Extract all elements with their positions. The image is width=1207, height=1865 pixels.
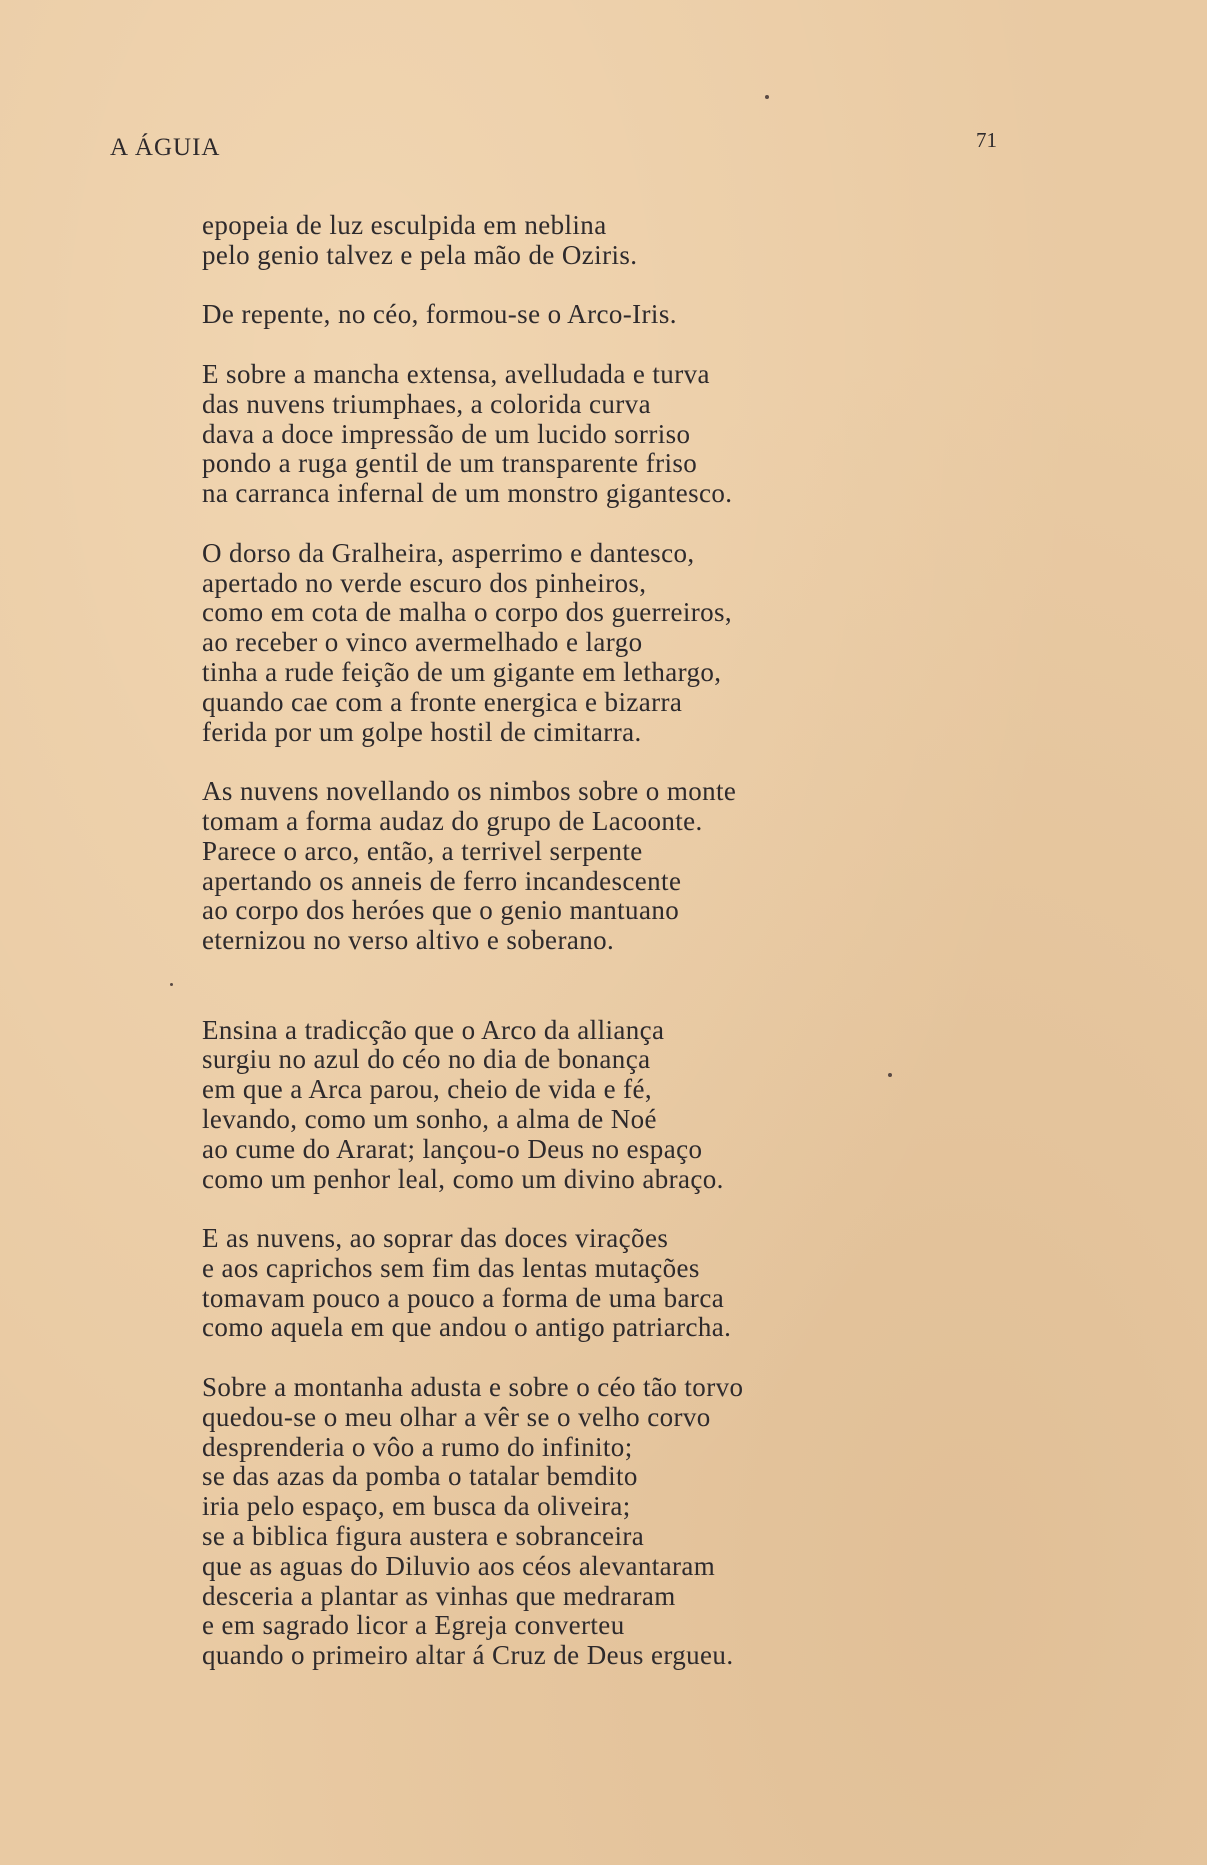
stanza	[202, 1016, 1102, 1195]
poem-line: ao cume do Ararat; lançou-o Deus no espaço	[202, 1133, 703, 1164]
poem-line: se das azas da pomba o tatalar bemdito	[202, 1461, 638, 1492]
poem-line: como em cota de malha o corpo dos guerreiros,	[202, 597, 733, 628]
poem-line: em que a Arca parou, cheio de vida e fé,	[202, 1074, 653, 1105]
stanza	[202, 211, 1102, 271]
poem-line: se a biblica figura austera e sobranceira	[202, 1521, 645, 1552]
poem-line: iria pelo espaço, em busca da oliveira;	[202, 1491, 631, 1522]
poem-line: tomam a forma audaz do grupo de Lacoonte.	[202, 805, 703, 836]
stanza	[202, 539, 1102, 748]
stanza	[202, 360, 1102, 509]
paper-speck	[765, 95, 769, 99]
poem-line: pondo a ruga gentil de um transparente friso	[202, 448, 698, 479]
poem-line: quando o primeiro altar á Cruz de Deus ergueu.	[202, 1640, 734, 1671]
stanza	[202, 1224, 1102, 1343]
running-header: A ÁGUIA	[110, 134, 221, 161]
poem-line: eternizou no verso altivo e soberano.	[202, 925, 615, 956]
poem-line: E as nuvens, ao soprar das doces virações	[202, 1223, 669, 1254]
poem-line: epopeia de luz esculpida em neblina	[202, 210, 607, 240]
poem-line: ao receber o vinco avermelhado e largo	[202, 627, 643, 658]
poem-line: dava a doce impressão de um lucido sorriso	[202, 418, 691, 449]
poem-line: quedou-se o meu olhar a vêr se o velho corvo	[202, 1401, 711, 1432]
poem-line: como um penhor leal, como um divino abraço.	[202, 1163, 724, 1194]
poem-line: surgiu no azul do céo no dia de bonança	[202, 1044, 651, 1075]
paper-speck	[170, 983, 173, 986]
poem-line: na carranca infernal de um monstro gigantesco.	[202, 478, 733, 509]
poem-line: O dorso da Gralheira, asperrimo e dantesco,	[202, 537, 695, 568]
poem-line: tomavam pouco a pouco a forma de uma barca	[202, 1282, 725, 1313]
poem-line: pelo genio talvez e pela mão de Oziris.	[202, 239, 638, 270]
poem-line: As nuvens novellando os nimbos sobre o monte	[202, 776, 737, 807]
poem-line: das nuvens triumphaes, a colorida curva	[202, 388, 651, 419]
poem-line: De repente, no céo, formou-se o Arco-Iris.	[202, 299, 677, 330]
page-number: 71	[976, 128, 997, 152]
poem-line: Sobre a montanha adusta e sobre o céo tão torvo	[202, 1372, 744, 1403]
poem-line: apertando os anneis de ferro incandescente	[202, 865, 682, 896]
poem-line: e em sagrado licor a Egreja converteu	[202, 1610, 625, 1641]
poem-line: desceria a plantar as vinhas que medraram	[202, 1580, 676, 1611]
poem-line: Ensina a tradicção que o Arco da alliança	[202, 1014, 665, 1045]
poem-line: Parece o arco, então, a terrivel serpente	[202, 835, 643, 866]
poem-line: ao corpo dos heróes que o genio mantuano	[202, 895, 680, 926]
poem	[202, 211, 1102, 1671]
poem-line: levando, como um sonho, a alma de Noé	[202, 1103, 657, 1134]
poem-line: apertado no verde escuro dos pinheiros,	[202, 567, 647, 598]
paper-speck	[888, 1073, 892, 1077]
poem-line: tinha a rude feição de um gigante em lethargo,	[202, 656, 722, 687]
poem-line: E sobre a mancha extensa, avelludada e turva	[202, 358, 710, 389]
stanza	[202, 1373, 1102, 1671]
poem-line: quando cae com a fronte energica e bizarra	[202, 686, 683, 717]
stanza	[202, 777, 1102, 956]
stanza	[202, 300, 1102, 330]
poem-line: desprenderia o vôo a rumo do infinito;	[202, 1431, 633, 1462]
poem-line: que as aguas do Diluvio aos céos alevantaram	[202, 1550, 716, 1581]
poem-line: como aquela em que andou o antigo patriarcha.	[202, 1312, 732, 1343]
poem-line: e aos caprichos sem fim das lentas mutações	[202, 1252, 700, 1283]
poem-line: ferida por um golpe hostil de cimitarra.	[202, 716, 642, 747]
